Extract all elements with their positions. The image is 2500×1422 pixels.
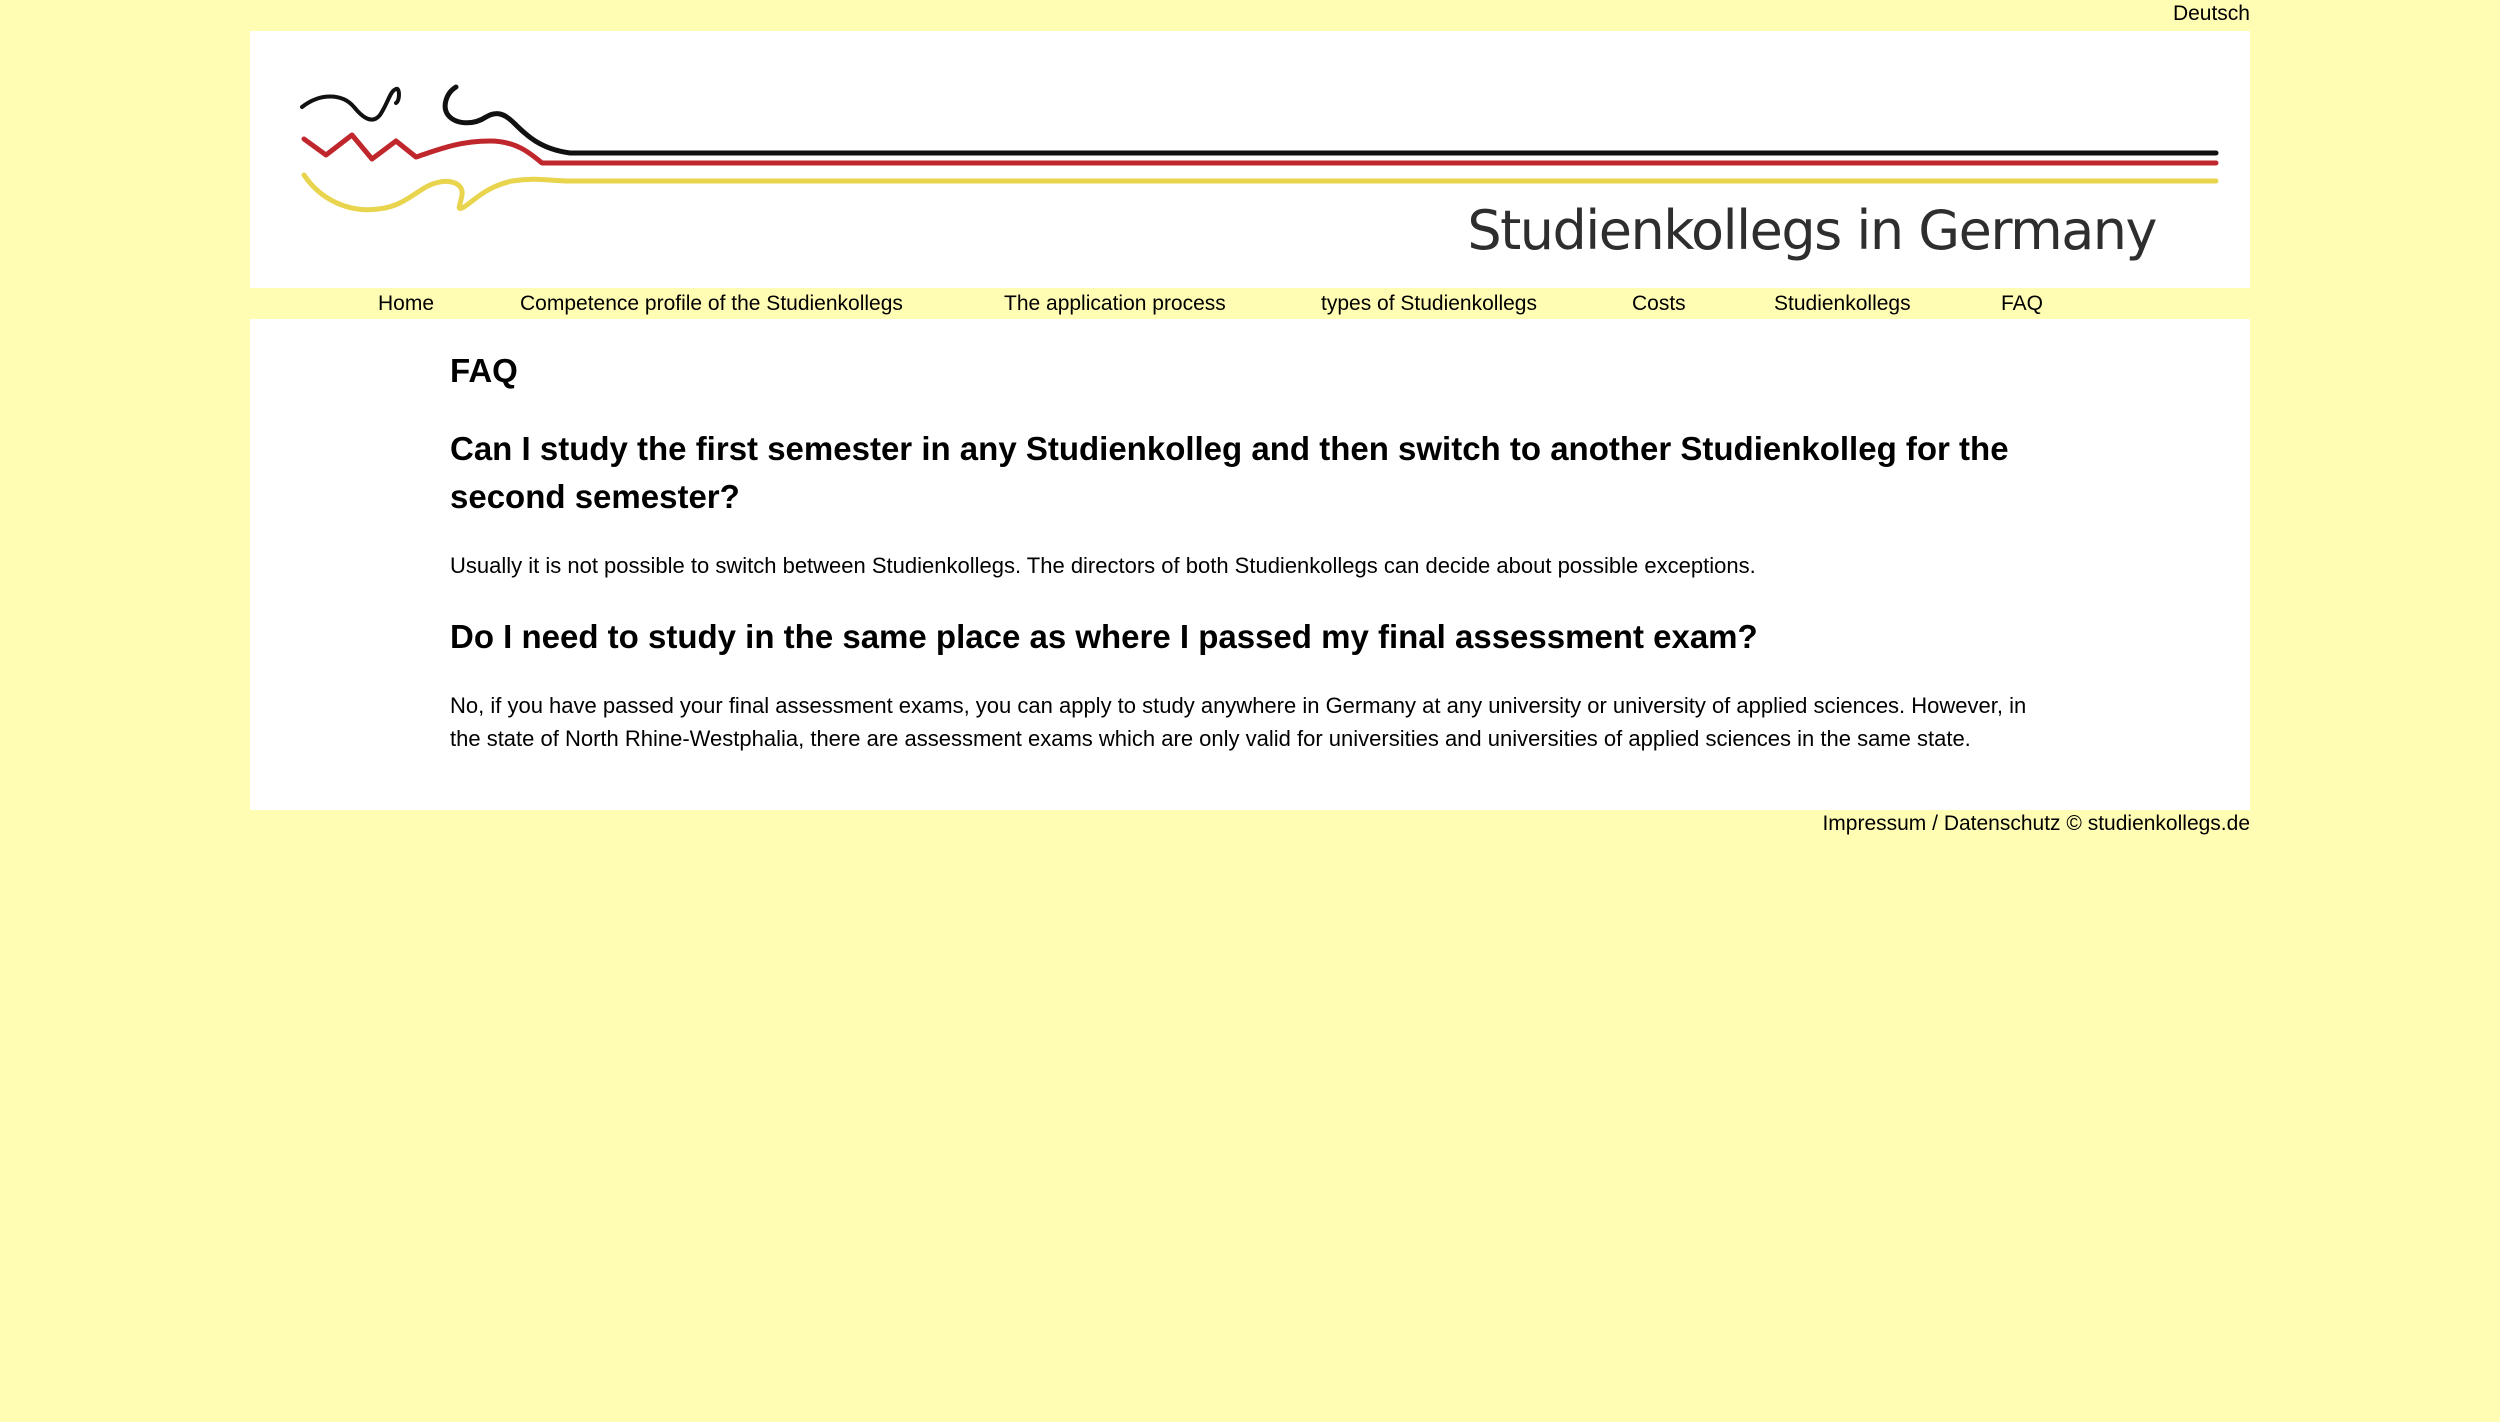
copyright-text: © studienkollegs.de	[2066, 812, 2250, 835]
nav-item-faq[interactable]: FAQ	[2001, 292, 2044, 315]
faq-answer: No, if you have passed your final assessment exams, you can apply to study anywhere in Germany at any university or university of applied sciences. However, in the state of North Rhine-Westphalia, there are assessment exams which are only valid for universities and universities of applied sciences in the same state.	[450, 693, 2027, 751]
footer-separator: /	[1932, 812, 1938, 835]
impressum-link[interactable]: Impressum	[1822, 812, 1927, 835]
faq-answer: Usually it is not possible to switch between Studienkollegs. The directors of both Studienkollegs can decide about possible exceptions.	[450, 553, 1756, 578]
page-title: FAQ	[450, 352, 518, 389]
faq-section	[450, 319, 2060, 755]
main-content	[250, 319, 2250, 810]
faq-question: Can I study the first semester in any Studienkolleg and then switch to another Studienkolleg for the second semester?	[450, 430, 2009, 515]
datenschutz-link[interactable]: Datenschutz	[1943, 812, 2061, 835]
nav-item-studienkollegs[interactable]: Studienkollegs	[1774, 292, 1911, 315]
nav-item-home[interactable]: Home	[378, 292, 435, 315]
main-navigation	[250, 288, 2250, 319]
nav-item-application-process[interactable]: The application process	[1004, 292, 1226, 315]
language-switch-link[interactable]: Deutsch	[2172, 2, 2250, 25]
nav-item-costs[interactable]: Costs	[1632, 292, 1686, 315]
footer	[1822, 812, 2250, 836]
site-brand-title: Studienkollegs in Germany	[1467, 199, 2156, 262]
nav-item-types[interactable]: types of Studienkollegs	[1321, 292, 1537, 315]
nav-item-competence-profile[interactable]: Competence profile of the Studienkollegs	[520, 292, 903, 315]
header-banner	[250, 31, 2250, 288]
faq-question: Do I need to study in the same place as where I passed my final assessment exam?	[450, 618, 1758, 655]
